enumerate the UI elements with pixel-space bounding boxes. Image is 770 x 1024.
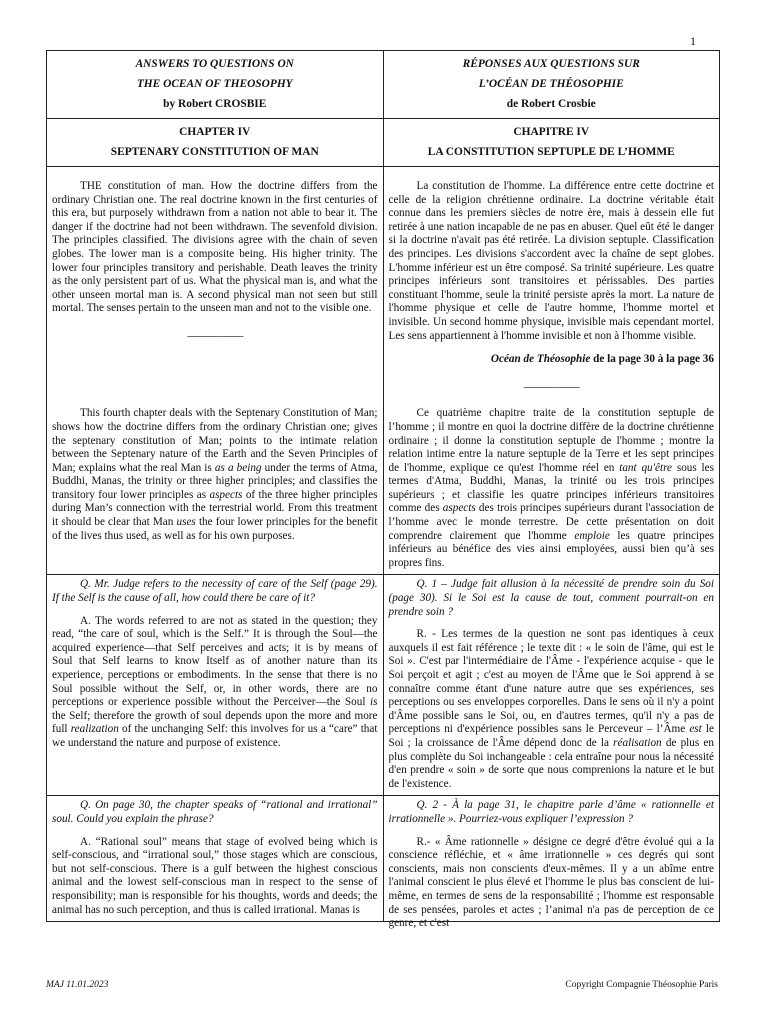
summary-cell-fr bbox=[383, 167, 720, 395]
title-fr-line2: L’OCÉAN DE THÉOSOPHIE bbox=[478, 78, 624, 90]
answer-2-fr: R.- « Âme rationnelle » désigne ce degré d'être évolué qui a la conscience réfléchie, et « âme irrationnelle » ces degrés qui sont conscients, mais non conscients d'eux-mêmes. Il y a un abîme entre l'animal conscient le plus élevé et l'homme le plus bas conscient de lui-même, en termes de sens de la responsabilité ; l'homme est responsable de ses pensées, paroles et actes ; l’animal n'a pas de perception de ce genre, et c'est bbox=[388, 835, 714, 930]
summary-cell-en bbox=[47, 167, 384, 395]
chapter-label-fr: CHAPITRE IV bbox=[513, 126, 590, 138]
qa2-cell-en bbox=[47, 796, 384, 922]
summary-fr: La constitution de l'homme. La différence entre cette doctrine et celle de la religion chrétienne ordinaire. La doctrine véritable était connue dans les premiers siècles de notre ère, mais à dessein elle fut retirée à une nation incapable de ne pas en abuser. Quel eût été le danger si la doctrine n'avait pas été retirée. La division septuple. Classification des principes. Les divisions s'accordent avec la chaîne de sept globes. L'homme inférieur est un être composé. Sa trinité supérieure. Les quatre principes inférieurs sont transitoires et périssables. Des parties constituant l'homme, seule la trinité persiste après la mort. La nature de l'homme physique et celle de l'autre homme, l'homme mortel et invisible. Un second homme physique, invisible mais cependant mortel. Les sens appartiennent à l'homme invisible et non à l'homme visible. bbox=[388, 180, 714, 342]
title-en-line2: THE OCEAN OF THEOSOPHY bbox=[136, 78, 293, 90]
bilingual-table bbox=[46, 50, 720, 930]
qa1-cell-en bbox=[47, 575, 384, 796]
question-2-en: Q. On page 30, the chapter speaks of “rational and irrational” soul. Could you explain the phrase? bbox=[52, 799, 378, 825]
source-reference-range: de la page 30 à la page 36 bbox=[590, 353, 714, 366]
source-reference-fr bbox=[389, 353, 715, 367]
intro-en: This fourth chapter deals with the Septenary Constitution of Man; shows how the doctrine differs from the ordinary Christian one; gives the septenary constitution of Man; points to the intimate relation between the Septenary nature of the Earth and the Seven Principles of Man; explains what the real Man is as a being under the terms of Atma, Buddhi, Manas, the trinity or three higher principles; and classifies the transitory four lower principles as aspects of the three higher principles during Man’s connection with the terrestrial world. From this treatment it should be clear that Man uses the four lower principles for the benefit of the lives thus used, as well as for his own purposes. bbox=[52, 407, 378, 542]
author-en: by Robert CROSBIE bbox=[163, 98, 267, 110]
question-1-fr: Q. 1 – Judge fait allusion à la nécessité de prendre soin du Soi (page 30). Si le Soi est la cause de tout, comment pourrait-on en prendre soin ? bbox=[388, 578, 714, 618]
qa2-cell-fr bbox=[383, 796, 720, 930]
title-fr-line1: RÉPONSES AUX QUESTIONS SUR bbox=[462, 58, 640, 70]
title-cell-fr bbox=[383, 51, 720, 119]
chapter-title-en: SEPTENARY CONSTITUTION OF MAN bbox=[110, 146, 319, 158]
footer-update-date: MAJ 11.01.2023 bbox=[46, 980, 109, 990]
chapter-label-en: CHAPTER IV bbox=[179, 126, 251, 138]
source-reference-title: Océan de Théosophie bbox=[490, 353, 591, 366]
author-fr: de Robert Crosbie bbox=[506, 98, 596, 110]
chapter-cell-en bbox=[47, 119, 384, 167]
qa-row-2 bbox=[47, 796, 720, 922]
answer-1-en: A. The words referred to are not as stated in the question; they read, “the care of soul, which is the Self.” It is through the Soul—the acquired experience—that Self perceives and acts; it is by means of Soul that Self learns to know Itself as of another nature than its experience, perceptions or embodiments. In the sense that there is no Soul possible without the Self, or, in other words, there are no perceptions or experience possible without the Perceiver—the Soul is the Self; therefore the growth of soul depends upon the more and more full realization of the unchanging Self: this involves for us a “care” that we understand the nature and purpose of existence. bbox=[52, 614, 378, 749]
page-number: 1 bbox=[690, 34, 696, 48]
intro-cell-fr bbox=[383, 394, 720, 575]
answer-2-en: A. “Rational soul” means that stage of evolved being which is self-conscious, and “irrational soul,” those stages which are conscious, but not self-conscious. There is a gulf between the highest conscious animal and the lowest self-conscious man in respect to the sense of responsibility; man is responsible for his thoughts, words and deeds; the animal has no such perception, and thus is called irrational. Manas is bbox=[52, 835, 378, 916]
intro-cell-en bbox=[47, 394, 384, 575]
answer-1-fr: R. - Les termes de la question ne sont pas identiques à ceux auxquels il est fait référence ; le texte dit : « le soin de l'âme, qui est le Soi ». C'est par l'intermédiaire de l'Âme - l'expérience acquise - que le Soi perçoit et agit ; c'est au moyen de l'Âme que le Soi apprend à se connaître comme étant d'une nature autre que ses expériences, ses perceptions ou ses enveloppes corporelles. Dans le sens où il n'y a point d'Âme possible sans le Soi, ou, en d'autres termes, qu'il n'y a pas de perceptions ni d'expérience possibles sans le Perceveur – l’Âme est le Soi ; la croissance de l'Âme dépend donc de la réalisation de plus en plus complète du Soi inchangeable : cela entraîne pour nous la nécessité d'en prendre « soin » de sorte que nous comprenions la nature et le but de l'existence. bbox=[388, 628, 714, 790]
separator-rule-fr: ____________ bbox=[523, 376, 579, 389]
title-cell-en bbox=[47, 51, 384, 119]
summary-row bbox=[47, 167, 720, 395]
chapter-row bbox=[47, 119, 720, 167]
separator-rule-en: ____________ bbox=[187, 325, 243, 338]
question-2-fr: Q. 2 - À la page 31, le chapitre parle d’âme « rationnelle et irrationnelle ». Pourriez-vous expliquer l’expression ? bbox=[388, 799, 714, 825]
chapter-cell-fr bbox=[383, 119, 720, 167]
footer-copyright: Copyright Compagnie Théosophie Paris bbox=[565, 980, 718, 990]
title-row bbox=[47, 51, 720, 119]
summary-en: THE constitution of man. How the doctrine differs from the ordinary Christian one. The real doctrine known in the first centuries of this era, but purposely withdrawn from a nation not able to bear it. The danger if the doctrine had not been withdrawn. The sevenfold division. The principles classified. The divisions agree with the chain of seven globes. The lower man is a composite being. His higher trinity. The lower four principles transitory and perishable. Death leaves the trinity as the only persistent part of us. What the physical man is, and what the other unseen mortal man is. A second physical man not seen but still mortal. The senses pertain to the unseen man and not to the visible one. bbox=[52, 180, 378, 315]
title-en-line1: ANSWERS TO QUESTIONS ON bbox=[135, 58, 294, 70]
question-1-en: Q. Mr. Judge refers to the necessity of care of the Self (page 29). If the Self is the cause of all, how could there be care of it? bbox=[52, 578, 378, 605]
qa1-cell-fr bbox=[383, 575, 720, 796]
intro-fr: Ce quatrième chapitre traite de la constitution septuple de l’homme ; il montre en quoi la doctrine diffère de la doctrine chrétienne ordinaire ; il donne la constitution septuple de l'homme ; montre la relation intime entre la nature septuple de la Terre et les sept principes de l'homme, explique ce qu'est l'homme réel en tant qu'être sous les termes d'Atma, Buddhi, Manas, la trinité ou les trois principes supérieurs ; et classifie les quatre principes inférieurs transitoires comme des aspects des trois principes supérieurs durant l'association de l’homme avec le monde terrestre. De cette présentation on doit comprendre clairement que l'homme emploie les quatre principes inférieurs au bénéfice des vies ainsi employées, aussi bien qu’à ses propres fins. bbox=[388, 407, 715, 569]
chapter-title-fr: LA CONSTITUTION SEPTUPLE DE L’HOMME bbox=[427, 146, 675, 158]
qa-row-1 bbox=[47, 575, 720, 796]
intro-row bbox=[47, 394, 720, 575]
